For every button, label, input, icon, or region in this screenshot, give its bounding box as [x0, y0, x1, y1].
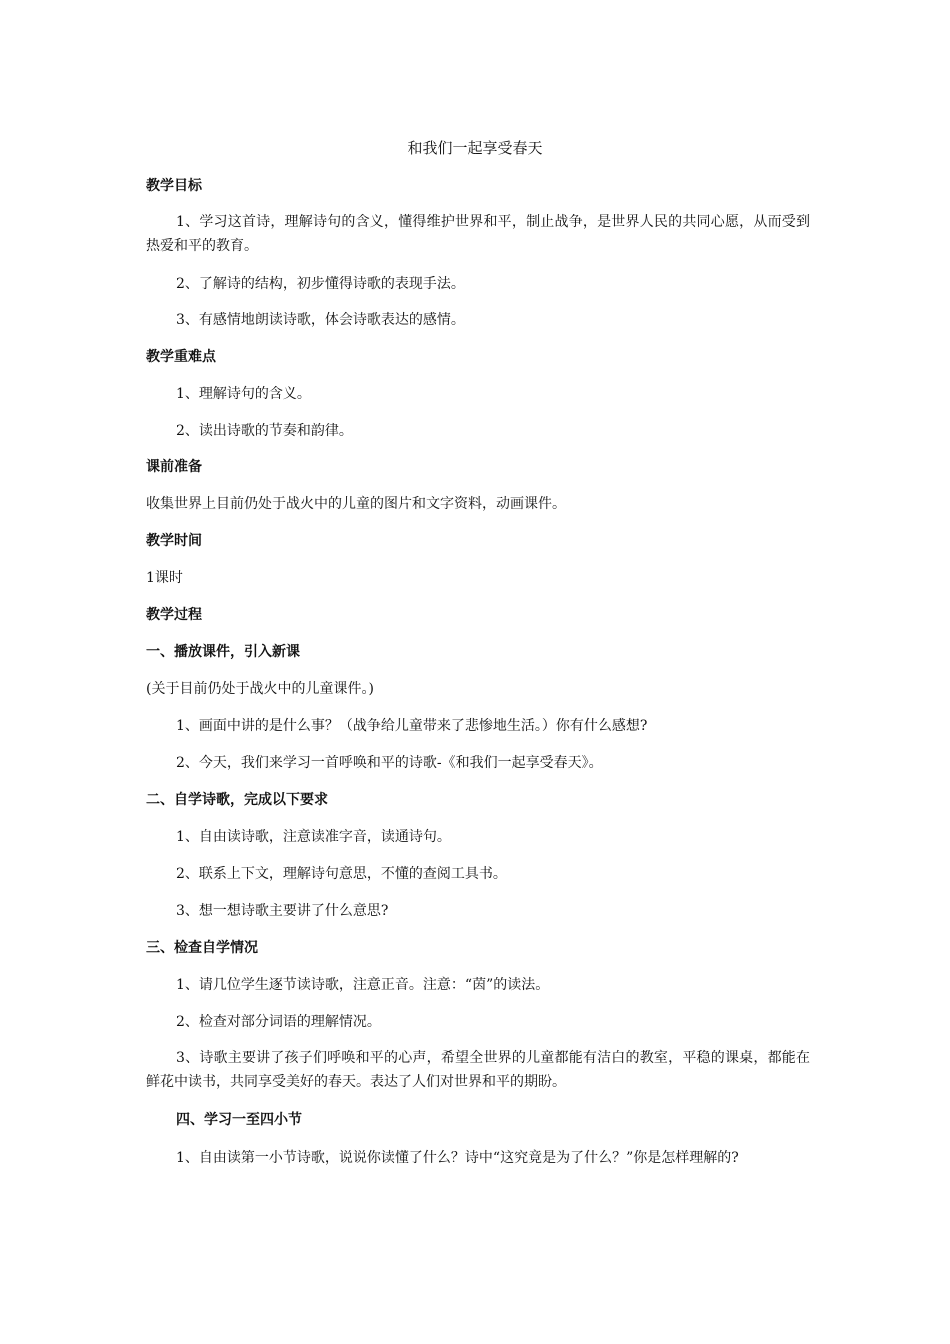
- paragraph-time: 1课时: [146, 570, 183, 586]
- heading-step-3: 三、检查自学情况: [146, 940, 258, 956]
- heading-goals: 教学目标: [146, 178, 202, 194]
- paragraph-preparation: 收集世界上目前仍处于战火中的儿童的图片和文字资料，动画课件。: [146, 496, 566, 512]
- paragraph-step-1-a: (关于目前仍处于战火中的儿童课件。): [146, 681, 374, 697]
- paragraph-step-3-b: 2、检查对部分词语的理解情况。: [176, 1014, 381, 1030]
- paragraph-step-3-c: 3、诗歌主要讲了孩子们呼唤和平的心声，希望全世界的儿童都能有洁白的教室，平稳的课桌，都能在鲜花中读书，共同享受美好的春天。表达了人们对世界和平的期盼。: [146, 1050, 810, 1090]
- heading-step-1: 一、播放课件，引入新课: [146, 644, 300, 660]
- paragraph-step-1-c: 2、今天，我们来学习一首呼唤和平的诗歌-《和我们一起享受春天》。: [176, 755, 603, 771]
- paragraph-step-1-b: 1、画面中讲的是什么事？（战争给儿童带来了悲惨地生活。）你有什么感想?: [176, 718, 648, 734]
- document-title: 和我们一起享受春天: [407, 139, 543, 157]
- paragraph-key-1: 1、理解诗句的含义。: [176, 386, 311, 402]
- paragraph-step-2-c: 3、想一想诗歌主要讲了什么意思?: [176, 903, 389, 919]
- paragraph-goal-1: 1、学习这首诗，理解诗句的含义，懂得维护世界和平，制止战争，是世界人民的共同心愿，从而受到热爱和平的教育。: [146, 214, 810, 254]
- heading-step-2: 二、自学诗歌，完成以下要求: [146, 792, 328, 808]
- heading-key-points: 教学重难点: [146, 349, 216, 365]
- heading-preparation: 课前准备: [146, 459, 202, 475]
- heading-step-4: 四、学习一至四小节: [176, 1112, 302, 1128]
- paragraph-step-2-a: 1、自由读诗歌，注意读准字音，读通诗句。: [176, 829, 451, 845]
- paragraph-key-2: 2、读出诗歌的节奏和韵律。: [176, 423, 353, 439]
- heading-time: 教学时间: [146, 533, 202, 549]
- heading-process: 教学过程: [146, 607, 202, 623]
- paragraph-step-3-a: 1、请几位学生逐节读诗歌，注意正音。注意：“茵”的读法。: [176, 977, 550, 993]
- paragraph-goal-3: 3、有感情地朗读诗歌，体会诗歌表达的感情。: [176, 312, 465, 328]
- paragraph-step-4-a: 1、自由读第一小节诗歌，说说你读懂了什么？诗中“这究竟是为了什么？”你是怎样理解的?: [176, 1150, 739, 1166]
- paragraph-goal-2: 2、了解诗的结构，初步懂得诗歌的表现手法。: [176, 276, 465, 292]
- paragraph-step-2-b: 2、联系上下文，理解诗句意思，不懂的查阅工具书。: [176, 866, 507, 882]
